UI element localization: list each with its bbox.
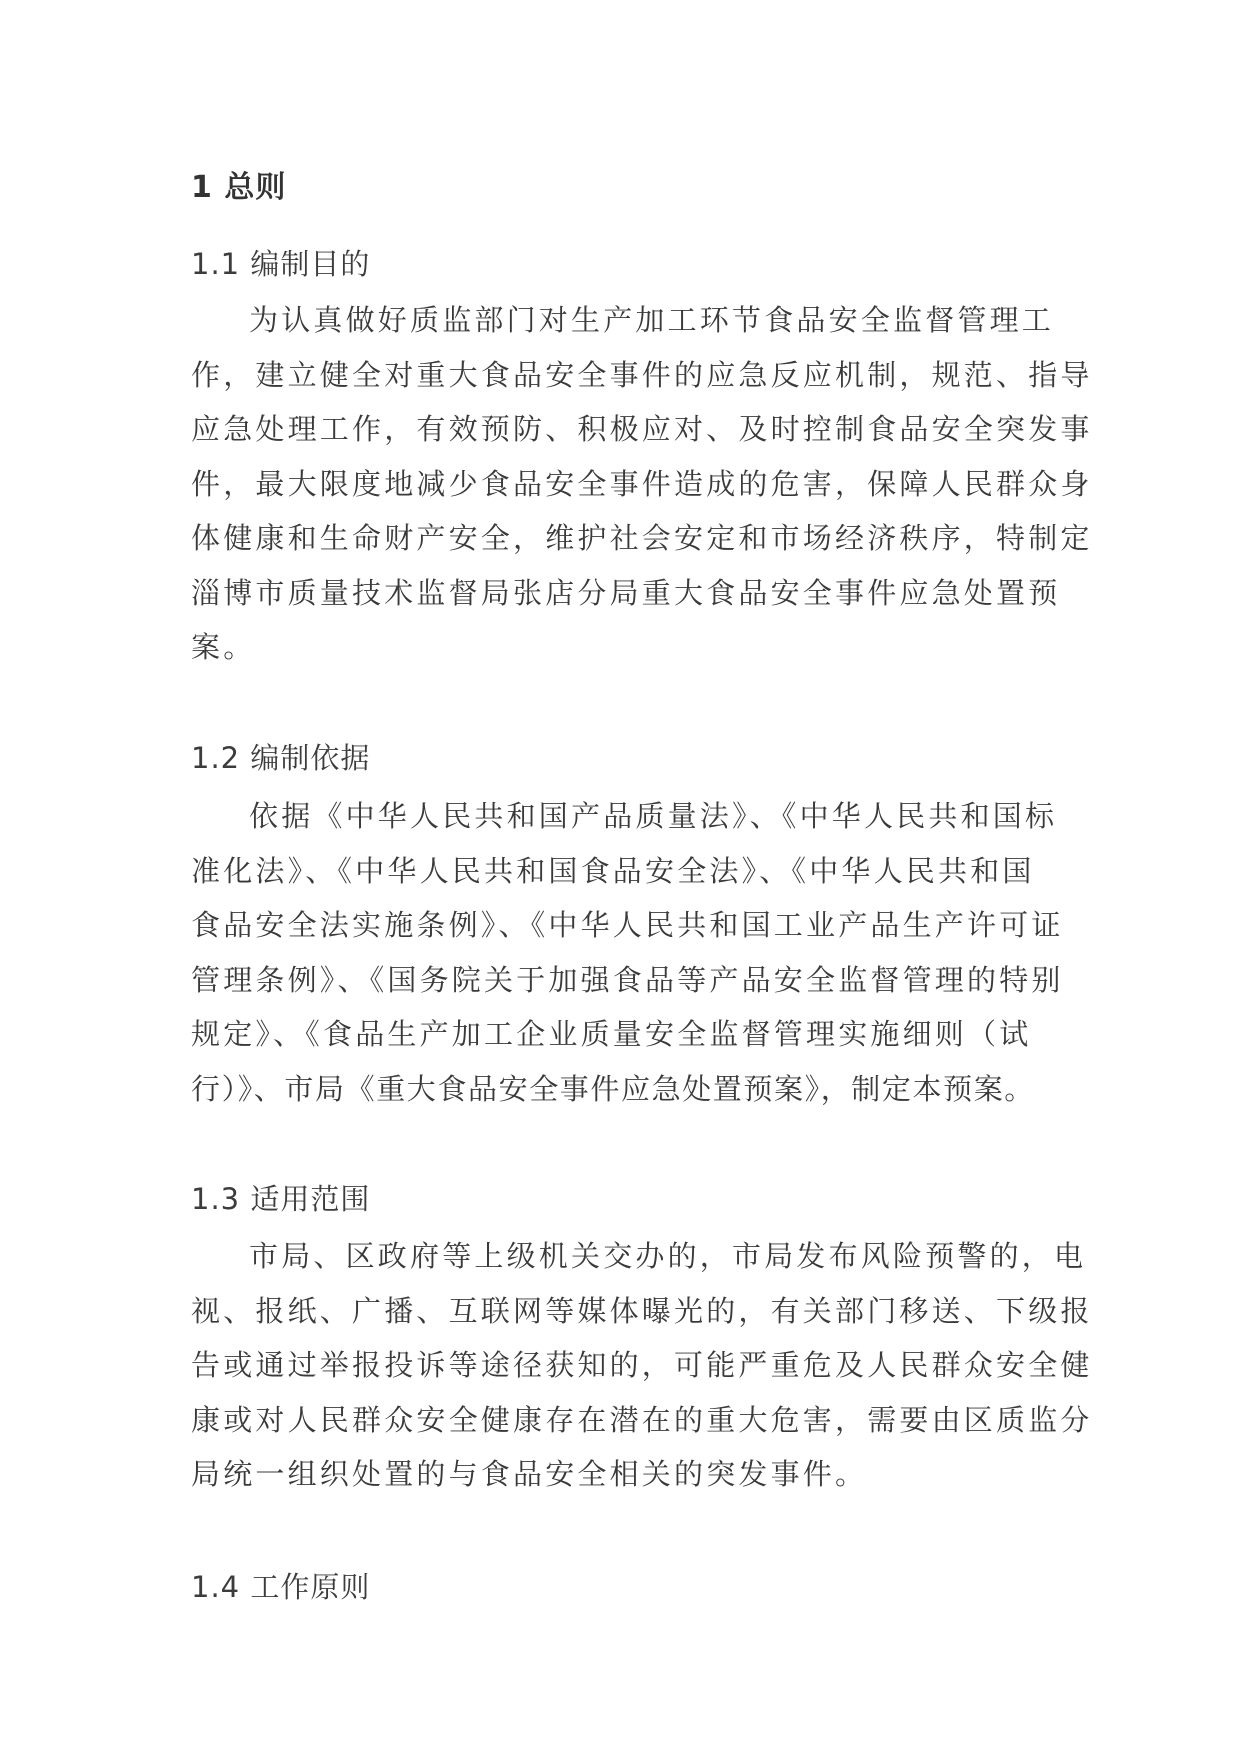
paragraph-line: 为认真做好质监部门对生产加工环节食品安全监督管理工 <box>249 303 1055 337</box>
paragraph-line: 市局、区政府等上级机关交办的，市局发布风险预警的，电 <box>249 1239 1087 1273</box>
paragraph-line: 行）》、市局《重大食品安全事件应急处置预案》，制定本预案。 <box>191 1071 1035 1106</box>
paragraph-line: 件，最大限度地减少食品安全事件造成的危害，保障人民群众身 <box>191 466 1093 501</box>
paragraph-line: 应急处理工作，有效预防、积极应对、及时控制食品安全突发事 <box>191 412 1093 446</box>
section-heading-1-1: 1.1 编制目的 <box>191 247 371 281</box>
section-paragraph-1-2 <box>191 789 1064 1116</box>
paragraph-line: 作，建立健全对重大食品安全事件的应急反应机制，规范、指导 <box>191 357 1093 392</box>
paragraph-line: 准化法》、《中华人民共和国食品安全法》、《中华人民共和国 <box>191 853 1035 888</box>
paragraph-line: 规定》、《食品生产加工企业质量安全监督管理实施细则（试 <box>191 1017 1032 1051</box>
paragraph-line: 视、报纸、广播、互联网等媒体曝光的，有关部门移送、下级报 <box>191 1293 1093 1328</box>
section-heading-1-4: 1.4 工作原则 <box>191 1570 371 1604</box>
section-paragraph-1-1 <box>191 293 1093 675</box>
paragraph-line: 管理条例》、《国务院关于加强食品等产品安全监督管理的特别 <box>191 962 1064 997</box>
paragraph-line: 局统一组织处置的与食品安全相关的突发事件。 <box>191 1457 868 1491</box>
paragraph-line: 体健康和生命财产安全，维护社会安定和市场经济秩序，特制定 <box>191 521 1093 555</box>
paragraph-line: 依据《中华人民共和国产品质量法》、《中华人民共和国标 <box>249 799 1058 833</box>
paragraph-line: 案。 <box>191 630 256 664</box>
paragraph-line: 食品安全法实施条例》、《中华人民共和国工业产品生产许可证 <box>191 908 1064 942</box>
section-heading-1-2: 1.2 编制依据 <box>191 741 371 775</box>
section-heading-1-3: 1.3 适用范围 <box>191 1182 371 1216</box>
section-paragraph-1-3 <box>191 1229 1093 1502</box>
paragraph-line: 淄博市质量技术监督局张店分局重大食品安全事件应急处置预 <box>191 575 1061 610</box>
chapter-title: 1 总则 <box>191 170 287 205</box>
paragraph-line: 告或通过举报投诉等途径获知的，可能严重危及人民群众安全健 <box>191 1348 1093 1382</box>
paragraph-line: 康或对人民群众安全健康存在潜在的重大危害，需要由区质监分 <box>191 1402 1093 1437</box>
